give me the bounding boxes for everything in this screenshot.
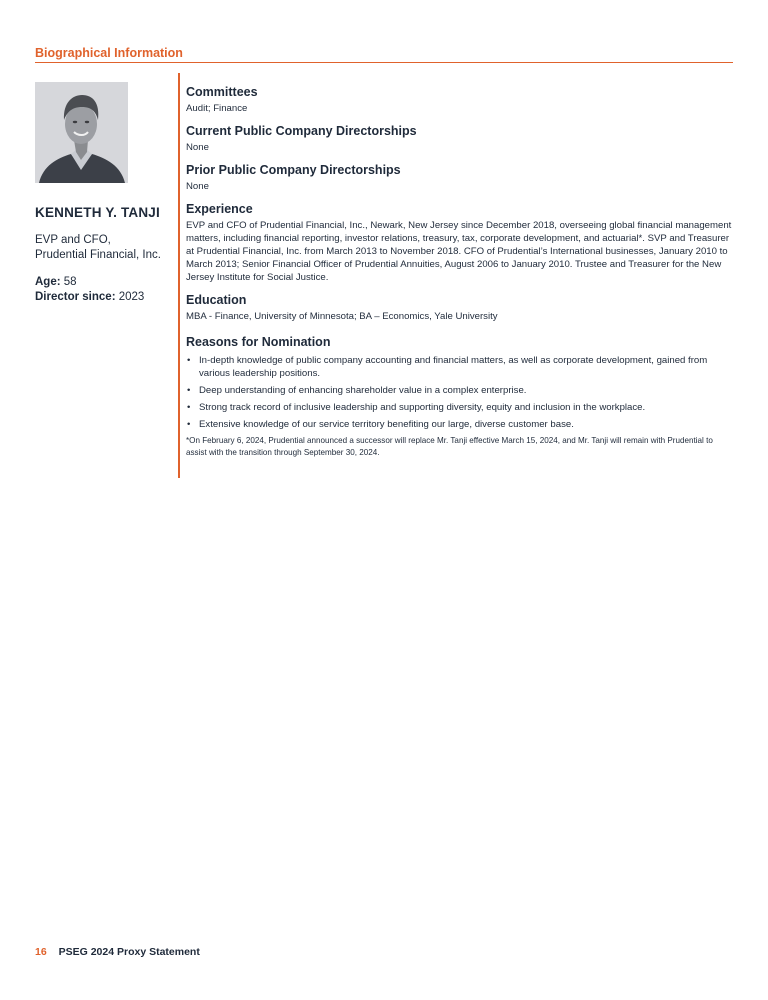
- director-role: [35, 233, 175, 263]
- role-line: Prudential Financial, Inc.: [35, 249, 161, 261]
- list-item-text: Extensive knowledge of our service territory benefiting our large, diverse customer base.: [199, 419, 574, 430]
- person-silhouette-icon: [35, 82, 128, 183]
- committees-text: Audit; Finance: [186, 103, 248, 114]
- list-item: [186, 418, 732, 431]
- prior-directorships-heading: Prior Public Company Directorships: [186, 163, 401, 177]
- age-stat: [35, 275, 175, 290]
- list-item: [186, 354, 732, 380]
- section-title: Biographical Information: [35, 46, 183, 60]
- page-footer: [35, 946, 200, 958]
- director-since-value: 2023: [118, 291, 145, 303]
- age-label: Age:: [35, 276, 61, 288]
- portrait-photo: [35, 82, 128, 183]
- page-number: 16: [35, 946, 47, 958]
- role-line: EVP and CFO,: [35, 234, 111, 246]
- reasons-heading: Reasons for Nomination: [186, 335, 331, 349]
- director-since-stat: [35, 290, 175, 305]
- profile-summary: [35, 205, 175, 305]
- current-directorships-heading: Current Public Company Directorships: [186, 124, 417, 138]
- experience-text: EVP and CFO of Prudential Financial, Inc., Newark, New Jersey since December 2018, overseeing global financial management matters, including financial reporting, investor relations, treasury, tax, corporate development, and actuarial*. SVP and Treasurer at Prudential Financial, Inc. from March 2013 to November 2018. CFO of Prudential’s International businesses, January 2010 to March 2013; Senior Financial Officer of Prudential Annuities, August 2006 to January 2010. Trustee and Treasurer for the New Jersey Institute for Social Justice.: [186, 220, 732, 283]
- footnote: *On February 6, 2024, Prudential announced a successor will replace Mr. Tanji effective March 15, 2024, and Mr. Tanji will remain with Prudential to assist with the transition through September 30, 2024.: [186, 436, 713, 457]
- reasons-list: [186, 354, 732, 431]
- education-heading: Education: [186, 293, 247, 307]
- bullet-icon: •: [187, 419, 191, 430]
- prior-directorships-text: None: [186, 181, 209, 192]
- list-item-text: In-depth knowledge of public company accounting and financial matters, as well as corporate development, gained from various leadership positions.: [199, 355, 708, 379]
- bullet-icon: •: [187, 402, 191, 413]
- column-divider: [178, 73, 180, 478]
- bullet-icon: •: [187, 385, 191, 396]
- bullet-icon: •: [187, 355, 191, 366]
- list-item-text: Deep understanding of enhancing shareholder value in a complex enterprise.: [199, 385, 527, 396]
- list-item-text: Strong track record of inclusive leadership and supporting diversity, equity and inclusion in the workplace.: [199, 402, 646, 413]
- experience-heading: Experience: [186, 202, 253, 216]
- section-divider: [35, 62, 733, 63]
- list-item: [186, 401, 732, 414]
- director-since-label: Director since:: [35, 291, 116, 303]
- director-name: KENNETH Y. TANJI: [35, 205, 160, 220]
- education-text: MBA - Finance, University of Minnesota; BA – Economics, Yale University: [186, 311, 498, 322]
- document-title: PSEG 2024 Proxy Statement: [58, 946, 200, 958]
- current-directorships-text: None: [186, 142, 209, 153]
- list-item: [186, 384, 732, 397]
- committees-heading: Committees: [186, 85, 258, 99]
- biography-details: [186, 85, 732, 459]
- age-value: 58: [63, 276, 77, 288]
